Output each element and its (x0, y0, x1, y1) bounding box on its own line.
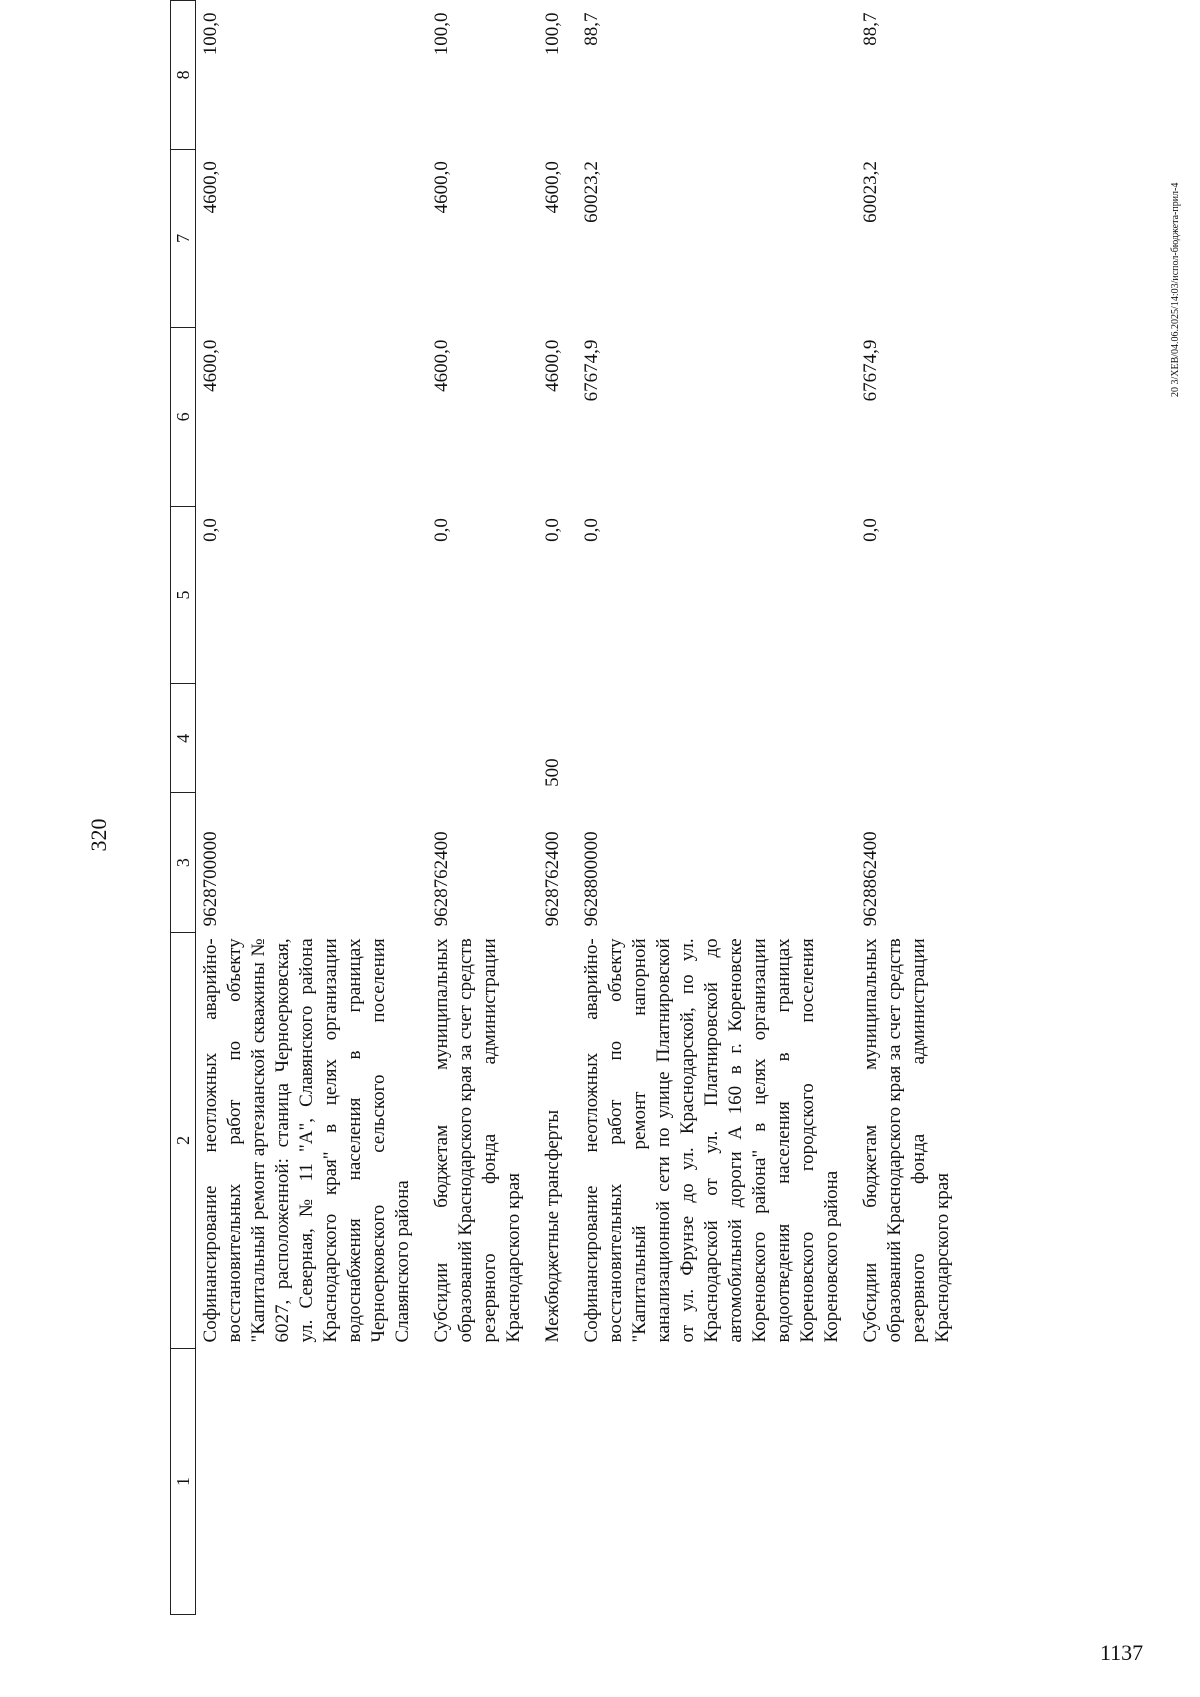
row-col7: 4600,0 (431, 161, 452, 214)
budget-table (170, 0, 967, 1615)
column-header: 7 (171, 149, 196, 327)
column-header: 5 (171, 506, 196, 684)
row-col7: 60023,2 (860, 161, 881, 223)
row-type (856, 684, 967, 793)
sheet-number: 1137 (1100, 1640, 1144, 1665)
row-col8: 100,0 (200, 12, 221, 56)
row-description: Межбюджетные трансферты (542, 1109, 563, 1343)
row-number-cell (196, 1348, 428, 1614)
row-col8: 100,0 (542, 12, 563, 56)
row-type (196, 684, 428, 793)
row-col5: 0,0 (200, 518, 221, 542)
row-col6: 4600,0 (542, 339, 563, 392)
row-code: 9628800000 (581, 831, 602, 927)
row-col6: 67674,9 (860, 339, 881, 402)
row-number-cell (856, 1348, 967, 1614)
row-number-cell (427, 1348, 538, 1614)
row-type: 500 (542, 758, 563, 787)
row-code: 9628862400 (860, 831, 881, 927)
row-col5: 0,0 (431, 518, 452, 542)
row-col7: 60023,2 (581, 161, 602, 223)
row-col8: 88,7 (581, 12, 602, 46)
table-row (577, 1, 856, 1615)
table-row (856, 1, 967, 1615)
table-row (427, 1, 538, 1615)
column-header: 2 (171, 932, 196, 1348)
column-header: 6 (171, 328, 196, 506)
row-col6: 4600,0 (200, 339, 221, 392)
table-row (538, 1, 577, 1615)
column-header: 4 (171, 684, 196, 793)
row-col6: 67674,9 (581, 339, 602, 402)
footer-document-code: 20 3/ХЕВ/04.06.2025/14:03/испол-бюджета-прил-4 (1170, 182, 1181, 397)
column-header: 3 (171, 793, 196, 932)
page-number: 320 (86, 818, 111, 852)
table-row (196, 1, 428, 1615)
row-code: 9628762400 (542, 831, 563, 927)
row-description: Субсидии бюджетам муниципальных образований Краснодарского края за счет средств резервного фонда администрации Краснодарского края (860, 938, 953, 1343)
row-number-cell (577, 1348, 856, 1614)
row-description: Софинансирование неотложных аварийно-восстановительных работ по объекту "Капитальный ремонт напорной канализационной сети по улице Платнировской от ул. Фрунзе до ул. Краснодарской, по ул. Краснодарской от ул. Платнировской до автомобильной дороги А 160 в г. Кореновске Кореновского района" в целях организации водоотведения населения в границах Кореновского городского поселения Кореновского района (581, 938, 842, 1343)
row-code: 9628762400 (431, 831, 452, 927)
column-header: 1 (171, 1348, 196, 1614)
row-description: Субсидии бюджетам муниципальных образований Краснодарского края за счет средств резервного фонда администрации Краснодарского края (431, 938, 524, 1343)
row-number-cell (538, 1348, 577, 1614)
row-code: 9628700000 (200, 831, 221, 927)
row-col5: 0,0 (860, 518, 881, 542)
row-col6: 4600,0 (431, 339, 452, 392)
row-col8: 100,0 (431, 12, 452, 56)
table-header-row (171, 1, 196, 1615)
row-type (427, 684, 538, 793)
row-col8: 88,7 (860, 12, 881, 46)
row-description: Софинансирование неотложных аварийно-восстановительных работ по объекту "Капитальный ремонт артезианской скважины № 6027, расположенной: станица Черноерковская, ул. Северная, № 11 "А", Славянского района Краснодарского края" в целях организации водоснабжения населения в границах Черноерковского сельского поселения Славянского района (200, 938, 413, 1343)
row-col7: 4600,0 (200, 161, 221, 214)
row-type (577, 684, 856, 793)
row-col7: 4600,0 (542, 161, 563, 214)
column-header: 8 (171, 1, 196, 150)
row-col5: 0,0 (542, 518, 563, 542)
row-col5: 0,0 (581, 518, 602, 542)
